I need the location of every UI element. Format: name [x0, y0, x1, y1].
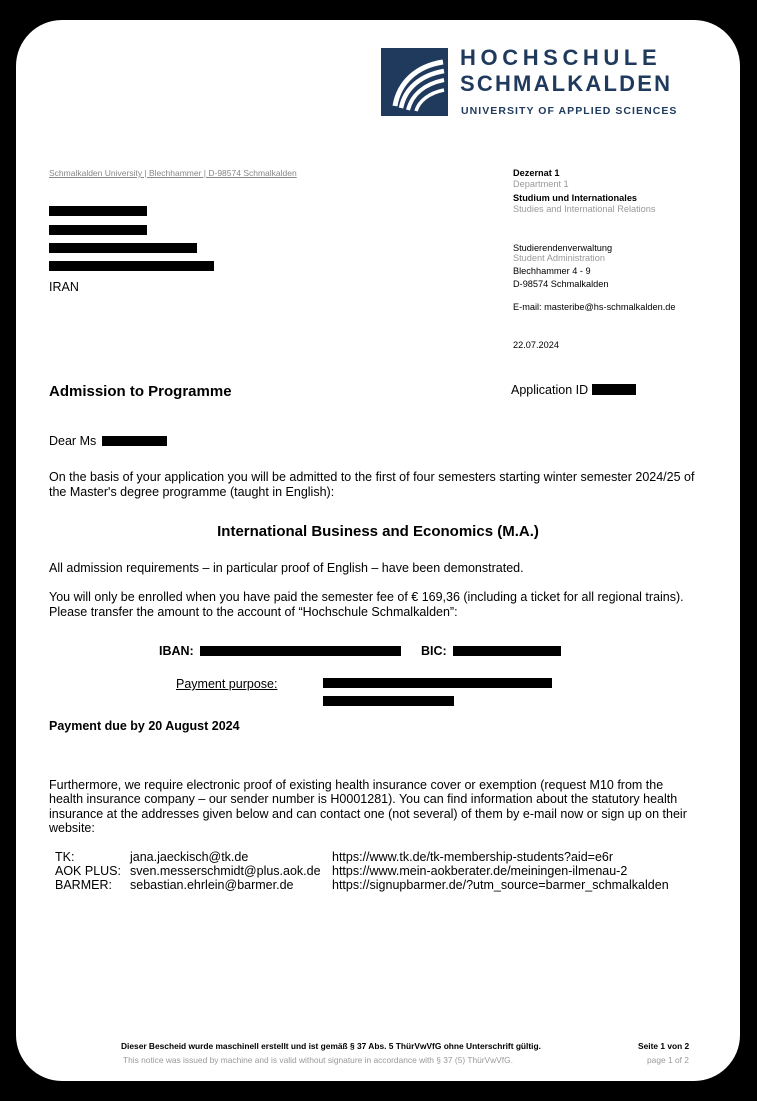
redacted-address-line	[49, 225, 147, 235]
logo-title-line2: SCHMALKALDEN	[460, 71, 673, 96]
paragraph-fee: You will only be enrolled when you have paid the semester fee of € 169,36 (including a ticket for all regional trains). Please transfer the amount to the account of “Hochschule Schmalkalden”:	[49, 590, 684, 619]
redacted-surname	[102, 436, 167, 446]
street: Blechhammer 4 - 9	[513, 266, 591, 276]
redacted-application-id	[592, 384, 636, 395]
page-number-en: page 1 of 2	[647, 1055, 689, 1065]
recipient-country: IRAN	[49, 280, 79, 294]
programme-title: International Business and Economics (M.A.)	[217, 523, 539, 540]
footer-notice-en: This notice was issued by machine and is valid without signature in accordance with § 37 (5) ThürVwVfG.	[123, 1055, 513, 1065]
page-title: Admission to Programme	[49, 383, 232, 400]
insurer-email[interactable]: sebastian.ehrlein@barmer.de	[130, 878, 294, 892]
paragraph-admission: On the basis of your application you will be admitted to the first of four semesters starting winter semester 2024/25 of the Master's degree programme (taught in English):	[49, 470, 695, 499]
iban-label: IBAN:	[159, 644, 194, 658]
redacted-payment-purpose	[323, 678, 552, 688]
unit-en: Studies and International Relations	[513, 204, 656, 214]
logo-title-line1: HOCHSCHULE	[460, 45, 662, 70]
bic-label: BIC:	[421, 644, 447, 658]
city: D-98574 Schmalkalden	[513, 279, 609, 289]
insurer-url[interactable]: https://www.tk.de/tk-membership-students?aid=e6r	[332, 850, 614, 864]
unit-de: Studium und Internationales	[513, 193, 638, 203]
redacted-iban	[200, 646, 401, 656]
insurer-url[interactable]: https://www.mein-aokberater.de/meiningen-ilmenau-2	[332, 864, 628, 878]
letter-date: 22.07.2024	[513, 340, 559, 350]
sender-line: Schmalkalden University | Blechhammer | D-98574 Schmalkalden	[49, 168, 297, 178]
redacted-address-line	[49, 243, 197, 253]
admin-de: Studierendenverwaltung	[513, 243, 613, 253]
insurer-name: TK:	[55, 850, 75, 864]
department-en: Department 1	[513, 179, 569, 189]
salutation: Dear Ms	[49, 434, 97, 448]
university-logo-icon	[381, 48, 448, 116]
redacted-name	[49, 206, 147, 216]
payment-purpose-label: Payment purpose:	[176, 677, 278, 691]
redacted-payment-purpose	[323, 696, 454, 706]
contact-email: E-mail: masteribe@hs-schmalkalden.de	[513, 302, 676, 312]
redacted-address-line	[49, 261, 214, 271]
insurer-email[interactable]: jana.jaeckisch@tk.de	[130, 850, 249, 864]
insurer-name: BARMER:	[55, 878, 112, 892]
insurer-name: AOK PLUS:	[55, 864, 121, 878]
logo-tagline: UNIVERSITY OF APPLIED SCIENCES	[461, 105, 678, 117]
letter-page	[16, 20, 740, 1081]
page-number-de: Seite 1 von 2	[638, 1041, 690, 1051]
paragraph-insurance: Furthermore, we require electronic proof of existing health insurance cover or exemption (request M10 from the health insurance company – our sender number is H0001281). You can find information about the statutory health insurance at the addresses given below and can contact one (not several) of them by e-mail now or sign up on their website:	[49, 778, 687, 836]
department-de: Dezernat 1	[513, 168, 560, 178]
admin-en: Student Administration	[513, 253, 605, 263]
insurer-url[interactable]: https://signupbarmer.de/?utm_source=barmer_schmalkalden	[332, 878, 669, 892]
application-id-label: Application ID	[511, 383, 589, 397]
footer-notice-de: Dieser Bescheid wurde maschinell erstellt und ist gemäß § 37 Abs. 5 ThürVwVfG ohne Unterschrift gültig.	[121, 1041, 541, 1051]
paragraph-requirements: All admission requirements – in particular proof of English – have been demonstrated.	[49, 561, 524, 575]
redacted-bic	[453, 646, 561, 656]
payment-due: Payment due by 20 August 2024	[49, 719, 240, 733]
insurer-email[interactable]: sven.messerschmidt@plus.aok.de	[130, 864, 321, 878]
